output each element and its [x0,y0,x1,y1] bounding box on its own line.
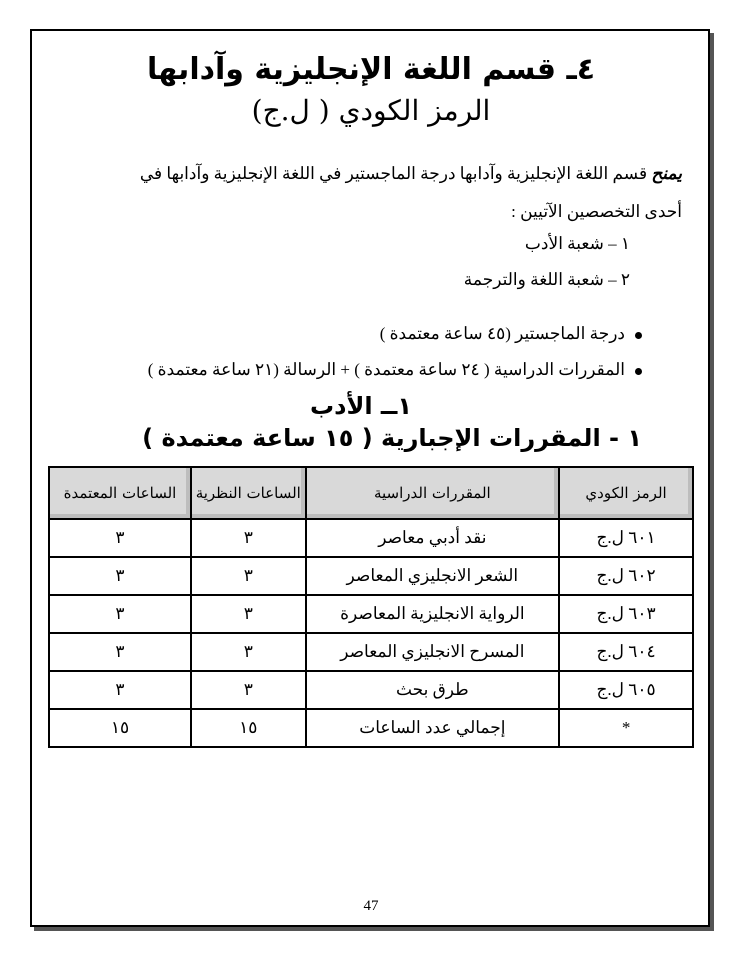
code-subtitle: الرمز الكودي ( ل.ج) [251,94,491,127]
cell-code: ٦٠١ ل.ج [559,519,693,557]
table-header-row [49,467,693,519]
table-row [49,671,693,709]
cell-credit-hours: ٣ [49,633,191,671]
cell-theory-hours: ٣ [191,671,306,709]
table-row [49,519,693,557]
bullet-icon [635,332,642,339]
cell-code: * [559,709,693,747]
specialization-item: ١ – شعبة الأدب [524,234,630,253]
cell-credit-hours: ٣ [49,519,191,557]
cell-theory-hours: ٣ [191,633,306,671]
header-code: الرمز الكودي [559,467,693,519]
cell-credit-hours: ٣ [49,595,191,633]
bullet-item [380,322,642,346]
cell-credit-hours: ٣ [49,557,191,595]
cell-credit-hours: ٣ [49,671,191,709]
cell-course: نقد أدبي معاصر [306,519,560,557]
intro-paragraph [52,162,682,186]
cell-course: طرق بحث [306,671,560,709]
cell-theory-hours: ٣ [191,557,306,595]
cell-course: الرواية الانجليزية المعاصرة [306,595,560,633]
cell-theory-hours: ٣ [191,519,306,557]
bullet-text: المقررات الدراسية ( ٢٤ ساعة معتمدة ) + الرسالة (٢١ ساعة معتمدة ) [147,360,625,379]
table-row [49,595,693,633]
table-total-row [49,709,693,747]
cell-course: الشعر الانجليزي المعاصر [306,557,560,595]
header-theory-hours: الساعات النظرية [191,467,306,519]
section-heading: ١ــ الأدب [310,392,412,420]
intro-lead: يمنح [651,164,682,183]
cell-code: ٦٠٥ ل.ج [559,671,693,709]
page-number: 47 [363,898,379,914]
courses-table [48,466,694,748]
table-row [49,633,693,671]
cell-code: ٦٠٤ ل.ج [559,633,693,671]
table-row [49,557,693,595]
intro-text: قسم اللغة الإنجليزية وآدابها درجة الماجستير في اللغة الإنجليزية وآدابها في [139,164,652,183]
cell-code: ٦٠٣ ل.ج [559,595,693,633]
bullet-text: درجة الماجستير (٤٥ ساعة معتمدة ) [379,324,625,343]
cell-credit-hours: ١٥ [49,709,191,747]
cell-course: إجمالي عدد الساعات [306,709,560,747]
bullet-icon [635,368,642,375]
intro-line-2: أحدى التخصصين الآتيين : [511,202,682,221]
header-course: المقررات الدراسية [306,467,560,519]
cell-theory-hours: ٣ [191,595,306,633]
page-title: ٤ـ قسم اللغة الإنجليزية وآدابها [146,52,596,87]
cell-theory-hours: ١٥ [191,709,306,747]
header-credit-hours: الساعات المعتمدة [49,467,191,519]
bullet-item [148,358,642,382]
cell-code: ٦٠٢ ل.ج [559,557,693,595]
specialization-item: ٢ – شعبة اللغة والترجمة [463,270,630,289]
cell-course: المسرح الانجليزي المعاصر [306,633,560,671]
subsection-heading: ١ - المقررات الإجبارية ( ١٥ ساعة معتمدة ) [142,424,642,452]
